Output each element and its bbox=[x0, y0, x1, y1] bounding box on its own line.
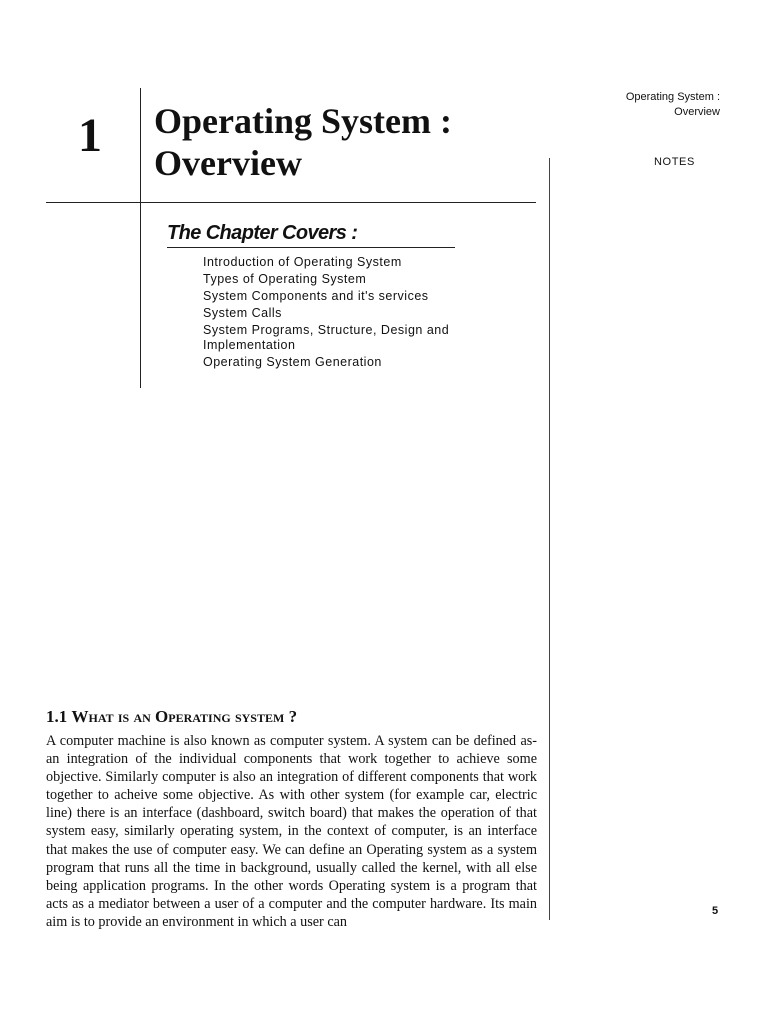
notes-label: NOTES bbox=[654, 156, 695, 168]
list-item: Introduction of Operating System bbox=[203, 255, 402, 269]
running-head bbox=[560, 90, 720, 120]
running-head-line1: Operating System : bbox=[625, 91, 720, 103]
list-item: System Programs, Structure, Design and Implementation bbox=[203, 323, 450, 352]
list-item: Operating System Generation bbox=[203, 355, 382, 369]
section-title: What is an Operating system bbox=[71, 707, 285, 726]
page-number: 5 bbox=[712, 905, 719, 917]
chapter-covers-title: The Chapter Covers : bbox=[167, 222, 358, 244]
chapter-covers-underline bbox=[167, 247, 455, 248]
chapter-title-line1: Operating System : bbox=[154, 101, 452, 141]
list-item: Types of Operating System bbox=[203, 272, 367, 286]
section-number: 1.1 bbox=[46, 707, 68, 726]
running-head-line2: Overview bbox=[674, 106, 720, 118]
chapter-covers-list bbox=[203, 255, 463, 372]
chapter-divider-horizontal bbox=[46, 202, 536, 203]
section-title-suffix: ? bbox=[288, 707, 298, 726]
list-item: System Components and it's services bbox=[203, 289, 429, 303]
chapter-title-line2: Overview bbox=[154, 143, 302, 183]
chapter-title bbox=[154, 100, 452, 184]
body-paragraph: A computer machine is also known as computer system. A system can be defined as- an integration of the individual components that work together to achieve some objective. Similarly computer is also an integration of different components that work together to acheive some objective. As with other system (for example car, electric line) there is an interface (dashboard, switch board) that makes the operation of that system easy, similarly operating system, in the context of computer, is an interface that makes the use of computer easy. We can define an Operating system as a system program that runs all the time in background, usually called the kernel, with all else being application programs. In the other words Operating system is a program that acts as a mediator between a user of a computer and the computer hardware. Its main aim is to provide an environment in which a user can bbox=[46, 733, 537, 930]
list-item: System Calls bbox=[203, 306, 282, 320]
section-heading bbox=[46, 707, 297, 727]
chapter-divider-vertical bbox=[140, 88, 141, 388]
chapter-number: 1 bbox=[78, 109, 102, 162]
margin-divider bbox=[549, 158, 550, 920]
